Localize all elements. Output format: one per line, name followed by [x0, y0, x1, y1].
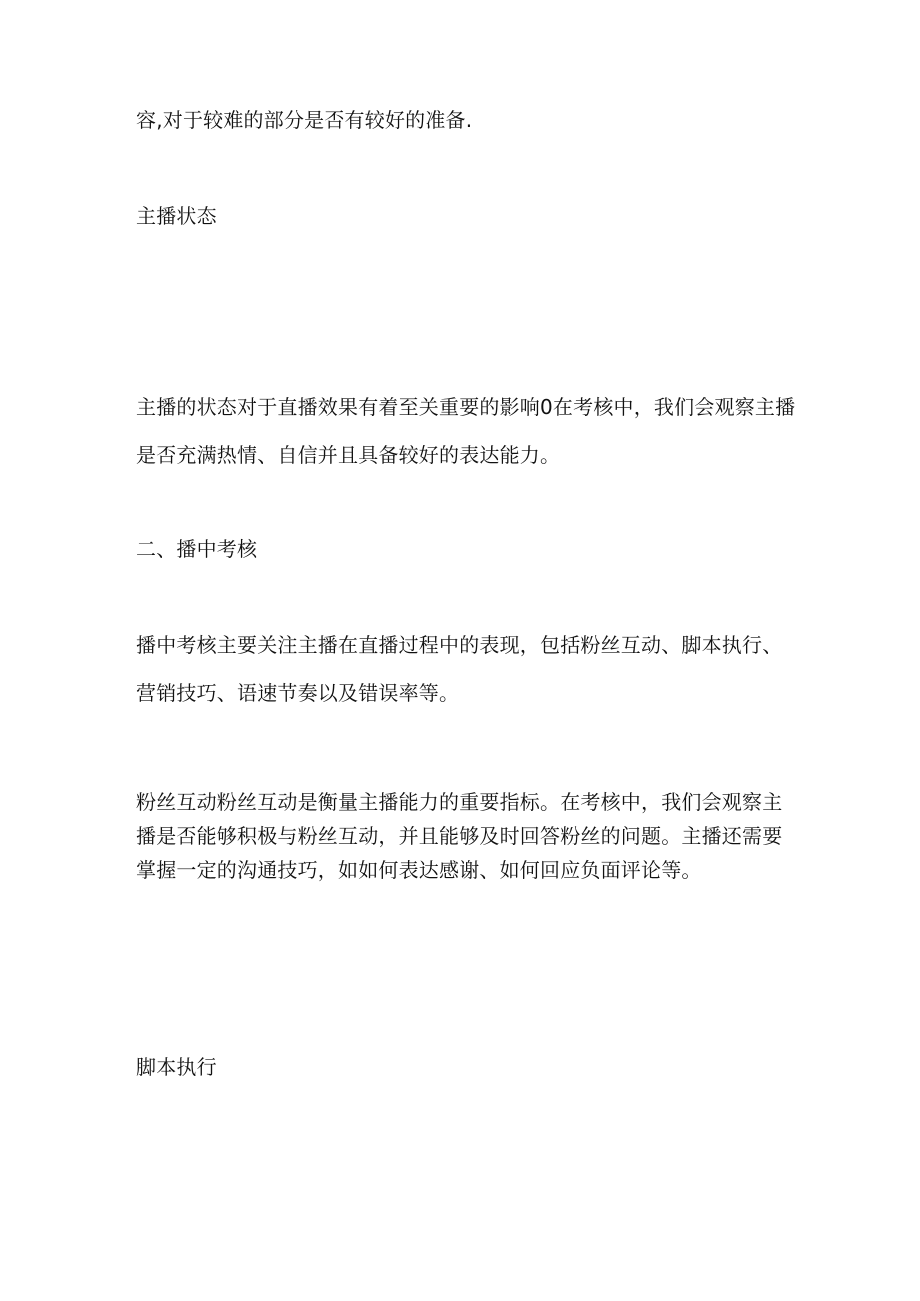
heading-script-execution: 脚本执行 [136, 1055, 217, 1079]
paragraph-line-assessment-1: 播中考核主要关注主播在直播过程中的表现，包括粉丝互动、脚本执行、 [136, 633, 783, 657]
heading-host-state: 主播状态 [136, 204, 217, 228]
paragraph-line-host-state-1: 主播的状态对于直播效果有着至关重要的影响0在考核中，我们会观察主播 [136, 395, 796, 419]
paragraph-line-preparation: 容,对于较难的部分是否有较好的准备. [136, 108, 473, 132]
heading-during-broadcast-assessment: 二、播中考核 [136, 537, 258, 561]
paragraph-line-fan-interaction-3: 掌握一定的沟通技巧，如如何表达感谢、如何回应负面评论等。 [136, 858, 702, 882]
paragraph-line-fan-interaction-1: 粉丝互动粉丝互动是衡量主播能力的重要指标。在考核中，我们会观察主 [136, 790, 783, 814]
paragraph-line-host-state-2: 是否充满热情、自信并且具备较好的表达能力。 [136, 443, 561, 467]
paragraph-line-fan-interaction-2: 播是否能够积极与粉丝互动，并且能够及时回答粉丝的问题。主播还需要 [136, 824, 783, 848]
paragraph-line-assessment-2: 营销技巧、语速节奏以及错误率等。 [136, 681, 460, 705]
